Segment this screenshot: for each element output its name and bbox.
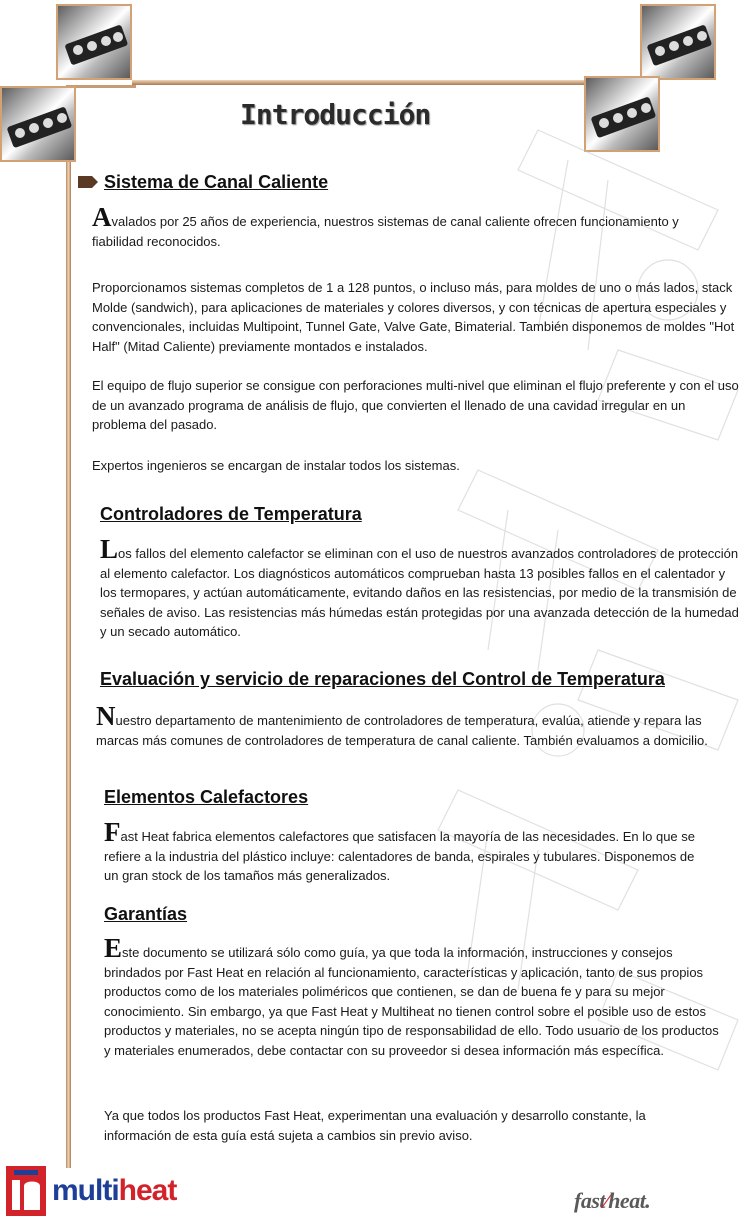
section-paragraph [92, 202, 722, 251]
section-heading: Controladores de Temperatura [100, 504, 362, 524]
paragraph-text: uestro departamento de mantenimiento de controladores de temperatura, evalúa, atiende y repara las marcas más comunes de controladores de temperatura de canal caliente. También evaluamos a domicilio. [96, 713, 708, 748]
fastheat-mark-icon: ⁄ [605, 1188, 609, 1213]
section-heading: Garantías [104, 904, 188, 924]
corner-connector-rule [66, 85, 136, 88]
drop-cap: A [92, 202, 112, 232]
section-paragraph [104, 933, 722, 1060]
section-paragraph: Expertos ingenieros se encargan de instalar todos los sistemas. [92, 458, 460, 473]
logo-text-multi: multi [52, 1174, 119, 1207]
page-title: Introducción [240, 98, 431, 131]
drop-cap: F [104, 817, 121, 847]
drop-cap: E [104, 933, 123, 963]
left-border-rule [66, 88, 71, 1168]
multiheat-logo-icon [6, 1166, 46, 1216]
section-paragraph: Ya que todos los productos Fast Heat, experimentan una evaluación y desarrollo constante, la información de esta guía está sujeta a cambios sin previo aviso. [104, 1108, 646, 1143]
hot-runner-nozzle-photo-icon [640, 4, 716, 80]
drop-cap: L [100, 534, 119, 564]
section-heading: Elementos Calefactores [104, 787, 309, 807]
logo-text-fast: fast [574, 1188, 605, 1213]
logo-text-heat: heat [118, 1174, 177, 1207]
section-bullet-icon [78, 176, 98, 188]
paragraph-text: ste documento se utilizará sólo como guía, ya que toda la información, instrucciones y consejos brindados por Fast Heat en relación al funcionamiento, características y aplicación, tanto de sus propios productos como de los materiales poliméricos que contienen, se dan de buena fe y para su mejor conocimiento. Sin embargo, ya que Fast Heat y Multiheat no tienen control sobre el posible uso de estos productos y materiales, no se acepta ningún tipo de responsabilidad de ello. Todo usuario de los productos y materiales enumerados, debe contactar con su proveedor si desea información más específica. [104, 945, 719, 1058]
drop-cap: N [96, 701, 116, 731]
section-heading: Evaluación y servicio de reparaciones del Control de Temperatura [100, 669, 665, 689]
fastheat-logo [574, 1188, 650, 1214]
section-paragraph [104, 817, 704, 886]
section-heading: Sistema de Canal Caliente [104, 172, 329, 192]
top-border-rule [132, 80, 602, 85]
hot-runner-nozzle-photo-icon [0, 86, 76, 162]
multiheat-logo [52, 1174, 176, 1208]
paragraph-text: valados por 25 años de experiencia, nuestros sistemas de canal caliente ofrecen funcionamiento y fiabilidad reconocidos. [92, 214, 679, 249]
section-paragraph: El equipo de flujo superior se consigue con perforaciones multi-nivel que eliminan el flujo preferente y con el uso de un avanzado programa de análisis de flujo, que convierten el llenado de una cavidad irregular en un problema del pasado. [92, 378, 739, 432]
hot-runner-nozzle-photo-icon [56, 4, 132, 80]
section-paragraph [96, 701, 716, 750]
paragraph-text: ast Heat fabrica elementos calefactores que satisfacen la mayoría de las necesidades. En lo que se refiere a la industria del plástico incluye: calentadores de banda, espirales y tubulares. Disponemos de un gran stock de los tamaños más generalizados. [104, 829, 695, 883]
section-paragraph [100, 534, 744, 642]
logo-text-heat: heat. [608, 1188, 651, 1213]
paragraph-text: os fallos del elemento calefactor se eliminan con el uso de nuestros avanzados controladores de protección al elemento calefactor. Los diagnósticos automáticos comprueban hasta 13 posibles fallos en el calentador y los termopares, y actúan automáticamente, evitando daños en las resistencias, por medio de la transmisión de señales de aviso. Las resistencias más húmedas están protegidas por una avanzada detección de la humedad y un secado automático. [100, 546, 739, 639]
section-paragraph: Proporcionamos sistemas completos de 1 a 128 puntos, o incluso más, para moldes de uno o más lados, stack Molde (sandwich), para aplicaciones de materiales y colores diversos, y con técnicas de apertura especiales y convencionales, incluidas Multipoint, Tunnel Gate, Valve Gate, Bimaterial. También disponemos de moldes "Hot Half" (Mitad Caliente) previamente montados e instalados. [92, 280, 735, 354]
